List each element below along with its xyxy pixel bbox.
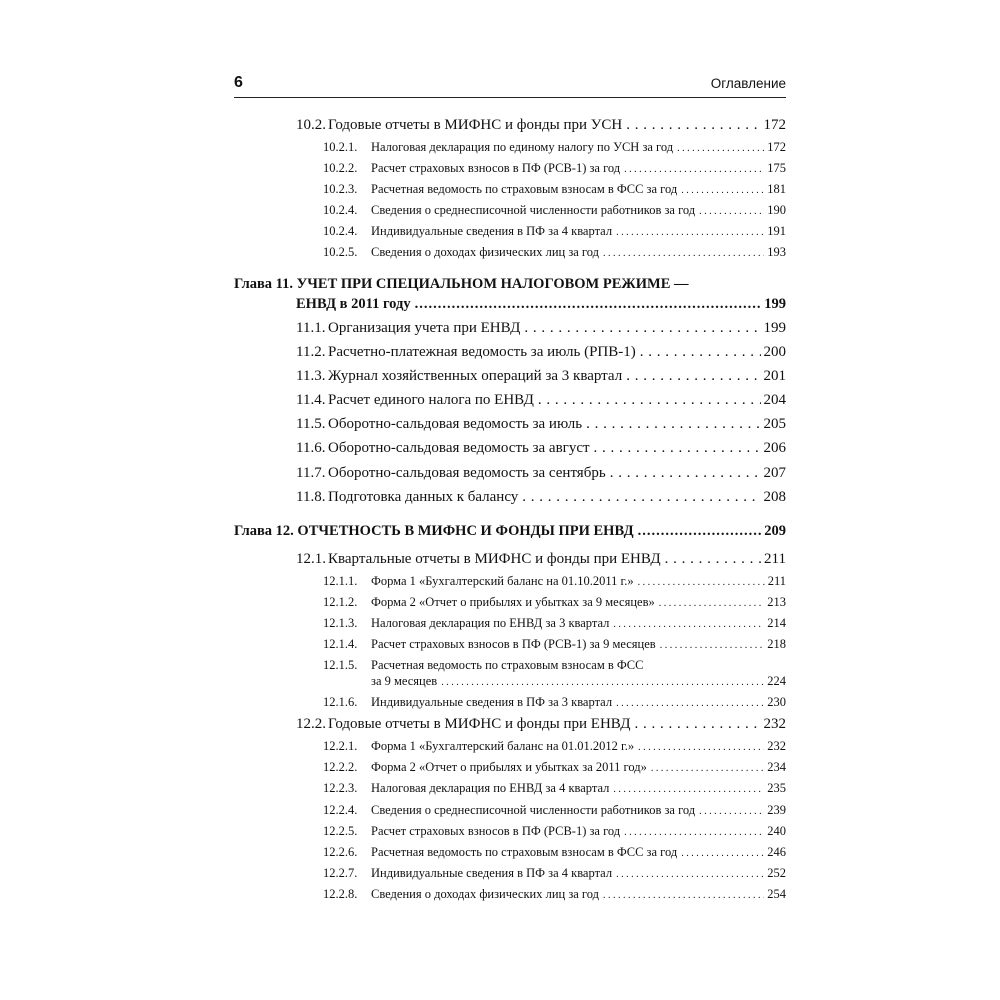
toc-entry-page: 230 <box>767 695 786 709</box>
toc-entry-number: 12.2.4. <box>323 803 358 817</box>
toc-entry-title: Форма 2 «Отчет о прибылях и убытках за 9 месяцев» <box>371 595 655 609</box>
page-header <box>234 74 786 96</box>
toc-entry-10-2[interactable] <box>296 117 786 134</box>
toc-entry-11-5[interactable] <box>296 416 786 433</box>
toc-entry-12-1-5[interactable] <box>323 658 786 692</box>
toc-entry-number: 10.2.2. <box>323 161 358 175</box>
toc-entry-page: 199 <box>763 320 786 336</box>
leader-dots <box>538 392 761 409</box>
toc-entry-page: 181 <box>767 182 786 196</box>
toc-entry-number: 11.5. <box>296 416 326 432</box>
toc-entry-title: Налоговая декларация по ЕНВД за 4 квартал <box>371 781 610 795</box>
leader-dots <box>613 784 764 795</box>
toc-entry-title: Журнал хозяйственных операций за 3 квартал <box>328 368 623 384</box>
toc-entry-number: 12.1.4. <box>323 637 358 651</box>
toc-chapter-11[interactable] <box>234 276 786 320</box>
toc-entry-title: Оборотно-сальдовая ведомость за сентябрь <box>328 465 606 481</box>
leader-dots <box>677 143 764 154</box>
toc-entry-page: 172 <box>763 117 786 133</box>
toc-entry-number: 12.1.3. <box>323 616 358 630</box>
toc-entry-page: 190 <box>767 203 786 217</box>
toc-entry-number: 10.2.1. <box>323 140 358 154</box>
toc-entry-number: 11.3. <box>296 368 326 384</box>
toc-entry-number: 12.2.1. <box>323 739 358 753</box>
toc-entry-10-2-4a[interactable] <box>323 203 786 218</box>
toc-entry-page: 211 <box>764 551 786 567</box>
toc-entry-number: 11.6. <box>296 440 326 456</box>
toc-entry-page: 193 <box>767 245 786 259</box>
toc-entry-page: 205 <box>763 416 786 432</box>
leader-dots <box>699 206 764 217</box>
toc-entry-10-2-1[interactable] <box>323 140 786 155</box>
toc-entry-number: 12.2.6. <box>323 845 358 859</box>
toc-entry-number: 10.2.4. <box>323 224 358 238</box>
leader-dots <box>616 227 764 238</box>
toc-entry-title: Форма 1 «Бухгалтерский баланс на 01.10.2011 г.» <box>371 574 634 588</box>
toc-entry-12-2-5[interactable] <box>323 824 786 839</box>
toc-entry-10-2-2[interactable] <box>323 161 786 176</box>
toc-entry-number: 12.1.2. <box>323 595 358 609</box>
chapter-title-line1: Глава 11. УЧЕТ ПРИ СПЕЦИАЛЬНОМ НАЛОГОВОМ РЕЖИМЕ — <box>234 276 689 292</box>
toc-entry-title: Расчетная ведомость по страховым взносам в ФСС за год <box>371 182 678 196</box>
chapter-title-line2: ЕНВД в 2011 году <box>296 296 411 312</box>
toc-entry-number: 10.2.4. <box>323 203 358 217</box>
page-number: 6 <box>234 74 243 91</box>
leader-dots <box>681 185 764 196</box>
toc-entry-title: Сведения о доходах физических лиц за год <box>371 887 599 901</box>
leader-dots <box>613 619 764 630</box>
toc-entry-page: 239 <box>767 803 786 817</box>
toc-entry-page: 235 <box>767 781 786 795</box>
toc-entry-line2-row <box>371 674 786 689</box>
toc-entry-12-1-4[interactable] <box>323 637 786 652</box>
toc-entry-number: 12.2.3. <box>323 781 358 795</box>
chapter-title: Глава 12. ОТЧЕТНОСТЬ В МИФНС И ФОНДЫ ПРИ ЕНВД <box>234 523 634 539</box>
toc-entry-page: 246 <box>767 845 786 859</box>
toc-entry-title: Индивидуальные сведения в ПФ за 4 квартал <box>371 224 613 238</box>
toc-entry-title: Сведения о среднесписочной численности работников за год <box>371 803 696 817</box>
leader-dots <box>441 677 764 688</box>
toc-entry-page: 234 <box>767 760 786 774</box>
toc-entry-page: 224 <box>767 674 786 688</box>
toc-entry-title: Сведения о доходах физических лиц за год <box>371 245 599 259</box>
toc-entry-page: 209 <box>764 523 786 539</box>
leader-dots <box>660 640 765 651</box>
toc-entry-12-1-3[interactable] <box>323 616 786 631</box>
toc-entry-page: 207 <box>763 465 786 481</box>
leader-dots <box>638 523 762 540</box>
leader-dots <box>626 368 760 385</box>
leader-dots <box>624 164 764 175</box>
leader-dots <box>586 416 760 433</box>
toc-entry-number: 10.2. <box>296 117 326 133</box>
toc-entry-number: 11.8. <box>296 489 326 505</box>
toc-entry-page: 208 <box>763 489 786 505</box>
toc-entry-title-line2: за 9 месяцев <box>371 674 438 688</box>
toc-entry-number: 12.2.8. <box>323 887 358 901</box>
header-rule <box>234 97 786 98</box>
toc-chapter-12[interactable] <box>234 523 786 540</box>
toc-entry-number: 11.2. <box>296 344 326 360</box>
leader-dots <box>415 296 762 313</box>
toc-entry-title: Подготовка данных к балансу <box>328 489 519 505</box>
toc-entry-11-8[interactable] <box>296 489 786 506</box>
leader-dots <box>659 598 765 609</box>
toc-entry-page: 232 <box>767 739 786 753</box>
leader-dots <box>638 742 764 753</box>
toc-entry-12-1[interactable] <box>296 551 786 568</box>
toc-entry-11-6[interactable] <box>296 440 786 457</box>
toc-entry-11-2[interactable] <box>296 344 786 361</box>
toc-entry-number: 12.2.7. <box>323 866 358 880</box>
toc-entry-title: Расчет единого налога по ЕНВД <box>328 392 534 408</box>
toc-entry-title: Форма 1 «Бухгалтерский баланс на 01.01.2012 г.» <box>371 739 635 753</box>
toc-entry-number: 12.2. <box>296 716 326 732</box>
toc-entry-title: Налоговая декларация по ЕНВД за 3 квартал <box>371 616 610 630</box>
toc-entry-page: 254 <box>767 887 786 901</box>
toc-entry-page: 191 <box>767 224 786 238</box>
toc-entry-number: 12.1.6. <box>323 695 358 709</box>
toc-entry-title: Расчет страховых взносов в ПФ (РСВ-1) за год <box>371 824 621 838</box>
toc-entry-12-1-1[interactable] <box>323 574 786 589</box>
toc-entry-title: Организация учета при ЕНВД <box>328 320 521 336</box>
toc-entry-page: 252 <box>767 866 786 880</box>
toc-entry-page: 211 <box>767 574 786 588</box>
leader-dots <box>616 869 764 880</box>
toc-entry-title: Налоговая декларация по единому налогу по УСН за год <box>371 140 674 154</box>
toc-entry-number: 12.1.1. <box>323 574 358 588</box>
leader-dots <box>610 465 761 482</box>
leader-dots <box>626 117 760 134</box>
toc-entry-title: Оборотно-сальдовая ведомость за август <box>328 440 590 456</box>
toc-entry-12-2-3[interactable] <box>323 781 786 796</box>
toc-entry-page: 204 <box>763 392 786 408</box>
toc-entry-page: 206 <box>763 440 786 456</box>
toc-entry-12-2-4[interactable] <box>323 803 786 818</box>
toc-entry-title: Расчетно-платежная ведомость за июль (РПВ-1) <box>328 344 636 360</box>
toc-entry-number: 11.1. <box>296 320 326 336</box>
leader-dots <box>640 344 761 361</box>
toc-entry-12-2[interactable] <box>296 716 786 733</box>
leader-dots <box>594 440 761 457</box>
toc-entry-11-1[interactable] <box>296 320 786 337</box>
toc-entry-title: Индивидуальные сведения в ПФ за 3 квартал <box>371 695 613 709</box>
leader-dots <box>603 890 764 901</box>
toc-entry-page: 201 <box>763 368 786 384</box>
toc-entry-number: 11.7. <box>296 465 326 481</box>
leader-dots <box>624 827 764 838</box>
toc-entry-title-line1: Расчетная ведомость по страховым взносам в ФСС <box>371 658 644 672</box>
toc-entry-11-3[interactable] <box>296 368 786 385</box>
toc-entry-page: 200 <box>763 344 786 360</box>
running-title: Оглавление <box>710 76 786 91</box>
toc-entry-10-2-4b[interactable] <box>323 224 786 239</box>
toc-entry-number: 10.2.5. <box>323 245 358 259</box>
leader-dots <box>603 248 764 259</box>
toc-entry-title: Квартальные отчеты в МИФНС и фонды при ЕНВД <box>328 551 661 567</box>
leader-dots <box>681 848 764 859</box>
leader-dots <box>699 806 764 817</box>
toc-entry-page: 214 <box>767 616 786 630</box>
leader-dots <box>638 577 765 588</box>
toc-entry-12-2-7[interactable] <box>323 866 786 881</box>
toc-entry-title: Расчетная ведомость по страховым взносам в ФСС за год <box>371 845 678 859</box>
leader-dots <box>522 489 760 506</box>
toc-entry-12-2-6[interactable] <box>323 845 786 860</box>
toc-entry-page: 199 <box>764 296 786 312</box>
toc-entry-page: 175 <box>767 161 786 175</box>
toc-entry-title: Сведения о среднесписочной численности работников за год <box>371 203 696 217</box>
toc-entry-title: Индивидуальные сведения в ПФ за 4 квартал <box>371 866 613 880</box>
toc-entry-number: 12.2.5. <box>323 824 358 838</box>
toc-entry-page: 172 <box>767 140 786 154</box>
toc-entry-title: Оборотно-сальдовая ведомость за июль <box>328 416 583 432</box>
toc-entry-12-2-1[interactable] <box>323 739 786 754</box>
toc-entry-title: Форма 2 «Отчет о прибылях и убытках за 2011 год» <box>371 760 647 774</box>
toc-entry-11-7[interactable] <box>296 465 786 482</box>
leader-dots <box>616 698 764 709</box>
toc-entry-12-2-8[interactable] <box>323 887 786 902</box>
toc-entry-number: 10.2.3. <box>323 182 358 196</box>
toc-entry-title: Годовые отчеты в МИФНС и фонды при УСН <box>328 117 623 133</box>
leader-dots <box>524 320 760 337</box>
toc-entry-page: 232 <box>763 716 786 732</box>
toc-entry-title: Расчет страховых взносов в ПФ (РСВ-1) за год <box>371 161 621 175</box>
toc-entry-title: Расчет страховых взносов в ПФ (РСВ-1) за 9 месяцев <box>371 637 656 651</box>
leader-dots <box>651 763 764 774</box>
toc-entry-page: 213 <box>767 595 786 609</box>
toc-entry-number: 12.1. <box>296 551 326 567</box>
toc-entry-12-1-6[interactable] <box>323 695 786 710</box>
leader-dots <box>665 551 761 568</box>
toc-entry-11-4[interactable] <box>296 392 786 409</box>
toc-entry-page: 240 <box>767 824 786 838</box>
toc-entry-12-1-2[interactable] <box>323 595 786 610</box>
toc-entry-10-2-5[interactable] <box>323 245 786 260</box>
leader-dots <box>634 716 760 733</box>
toc-entry-12-2-2[interactable] <box>323 760 786 775</box>
toc-entry-10-2-3[interactable] <box>323 182 786 197</box>
toc-entry-number: 12.1.5. <box>323 658 358 672</box>
toc-entry-title: Годовые отчеты в МИФНС и фонды при ЕНВД <box>328 716 631 732</box>
toc-entry-number: 11.4. <box>296 392 326 408</box>
toc-entry-page: 218 <box>767 637 786 651</box>
toc-entry-number: 12.2.2. <box>323 760 358 774</box>
chapter-title-line2-row <box>296 296 786 313</box>
